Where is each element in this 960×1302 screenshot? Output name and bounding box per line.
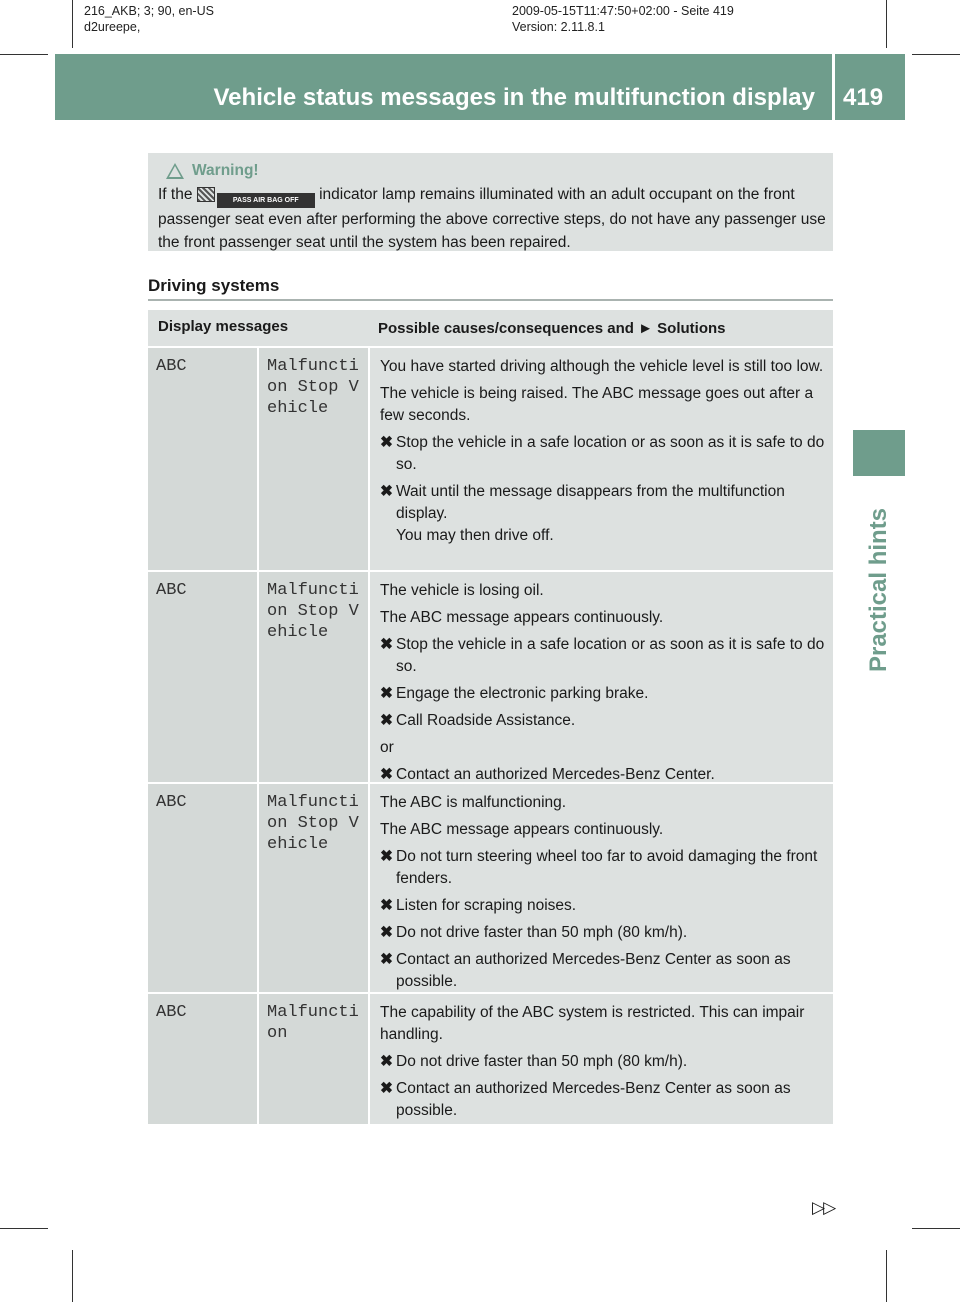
cause-solution-cell (370, 348, 833, 570)
warning-text-after: indicator lamp remains illuminated with an adult occupant on the front passenger seat even after performing the above corrective steps, do not have any passenger use the front passenger seat until the system has been repaired. (158, 186, 826, 251)
step-text: Do not turn steering wheel too far to avoid damaging the front fenders. (396, 848, 818, 887)
header-causes-solutions (368, 310, 833, 346)
cause-paragraph: The ABC is malfunctioning. (380, 794, 567, 811)
solution-step (380, 683, 827, 705)
solution-step (380, 710, 827, 732)
warning-title: Warning! (192, 162, 259, 179)
or-separator: or (380, 739, 394, 756)
crop-mark (72, 0, 73, 48)
solution-arrow-icon: ► (638, 320, 653, 337)
solution-step (380, 764, 827, 786)
print-meta-right (512, 3, 734, 35)
step-arrow-icon: ✖ (380, 848, 393, 865)
warning-heading (166, 159, 259, 182)
step-text: Listen for scraping noises. (396, 897, 577, 914)
table-row (148, 994, 833, 1124)
page-header (55, 54, 905, 120)
side-tab-label: Practical hints (865, 507, 892, 673)
header-causes: Possible causes/consequences and (378, 320, 634, 337)
table-row (148, 784, 833, 992)
table-row (148, 348, 833, 570)
section-title: Driving systems (148, 276, 280, 295)
solution-step (380, 1078, 827, 1122)
step-arrow-icon: ✖ (380, 483, 393, 500)
warning-text (158, 183, 828, 254)
cause-paragraph: The vehicle is being raised. The ABC message goes out after a few seconds. (380, 385, 814, 424)
solution-step (380, 922, 827, 944)
step-arrow-icon: ✖ (380, 897, 393, 914)
step-followup: You may then drive off. (396, 527, 554, 544)
print-meta-right-line2: Version: 2.11.8.1 (512, 20, 605, 34)
step-text: Wait until the message disappears from the multifunction display. (396, 483, 785, 522)
step-text: Stop the vehicle in a safe location or as soon as it is safe to do so. (396, 434, 825, 473)
step-arrow-icon: ✖ (380, 1053, 393, 1070)
cause-solution-cell (370, 994, 833, 1124)
message-line1: ABC (148, 994, 257, 1124)
solution-step (380, 481, 827, 525)
step-arrow-icon: ✖ (380, 924, 393, 941)
message-line2: Malfunction Stop Vehicle (259, 348, 368, 570)
step-arrow-icon: ✖ (380, 636, 393, 653)
cause-paragraph: The ABC message appears continuously. (380, 821, 664, 838)
message-line2: Malfunction Stop Vehicle (259, 572, 368, 782)
section-rule (148, 299, 833, 301)
occupant-airbag-icon (197, 187, 215, 202)
cause-paragraph: The ABC message appears continuously. (380, 609, 664, 626)
crop-mark (912, 54, 960, 55)
warning-box (148, 153, 833, 251)
step-text: Contact an authorized Mercedes-Benz Center as soon as possible. (396, 951, 791, 990)
cause-solution-cell (370, 784, 833, 992)
crop-mark (912, 1228, 960, 1229)
print-meta-left-line2: d2ureepe, (84, 20, 141, 34)
print-meta-left (84, 3, 214, 35)
crop-mark (886, 1250, 887, 1302)
crop-mark (0, 54, 48, 55)
step-arrow-icon: ✖ (380, 434, 393, 451)
header-divider (832, 54, 835, 120)
warning-triangle-icon (166, 163, 184, 179)
solution-step (380, 895, 827, 917)
step-arrow-icon: ✖ (380, 685, 393, 702)
solution-step (380, 634, 827, 678)
message-line1: ABC (148, 784, 257, 992)
table-row (148, 572, 833, 782)
solution-step (380, 949, 827, 993)
crop-mark (886, 0, 887, 48)
step-text: Engage the electronic parking brake. (396, 685, 649, 702)
crop-mark (0, 1228, 48, 1229)
cause-solution-cell (370, 572, 833, 782)
page-number: 419 (843, 84, 884, 111)
step-arrow-icon: ✖ (380, 712, 393, 729)
warning-text-before: If the (158, 186, 193, 203)
print-meta-right-line1: 2009-05-15T11:47:50+02:00 - Seite 419 (512, 4, 734, 18)
solution-step (380, 432, 827, 476)
table-header (148, 310, 833, 346)
page-title: Vehicle status messages in the multifunction display (213, 84, 815, 111)
side-tab-marker (853, 430, 905, 476)
messages-table (148, 310, 833, 1126)
header-display-messages: Display messages (158, 318, 289, 335)
step-arrow-icon: ✖ (380, 766, 393, 783)
solution-step (380, 846, 827, 890)
step-arrow-icon: ✖ (380, 951, 393, 968)
crop-mark (72, 1250, 73, 1302)
step-text: Contact an authorized Mercedes-Benz Center as soon as possible. (396, 1080, 791, 1119)
step-text: Do not drive faster than 50 mph (80 km/h). (396, 924, 688, 941)
cause-paragraph: The capability of the ABC system is restricted. This can impair handling. (380, 1004, 805, 1043)
message-line2: Malfunction Stop Vehicle (259, 784, 368, 992)
header-solutions: Solutions (657, 320, 726, 337)
step-text: Contact an authorized Mercedes-Benz Center. (396, 766, 715, 783)
message-line1: ABC (148, 348, 257, 570)
step-text: Call Roadside Assistance. (396, 712, 576, 729)
cause-paragraph: You have started driving although the vehicle level is still too low. (380, 358, 824, 375)
print-meta-left-line1: 216_AKB; 3; 90, en-US (84, 4, 214, 18)
step-text: Do not drive faster than 50 mph (80 km/h). (396, 1053, 688, 1070)
continue-arrows-icon: ▷▷ (812, 1198, 835, 1217)
step-text: Stop the vehicle in a safe location or as soon as it is safe to do so. (396, 636, 825, 675)
pass-air-bag-off-lamp-icon: PASS AIR BAG OFF (217, 193, 315, 208)
step-arrow-icon: ✖ (380, 1080, 393, 1097)
message-line1: ABC (148, 572, 257, 782)
cause-paragraph: The vehicle is losing oil. (380, 582, 544, 599)
solution-step (380, 1051, 827, 1073)
message-line2: Malfunction (259, 994, 368, 1124)
